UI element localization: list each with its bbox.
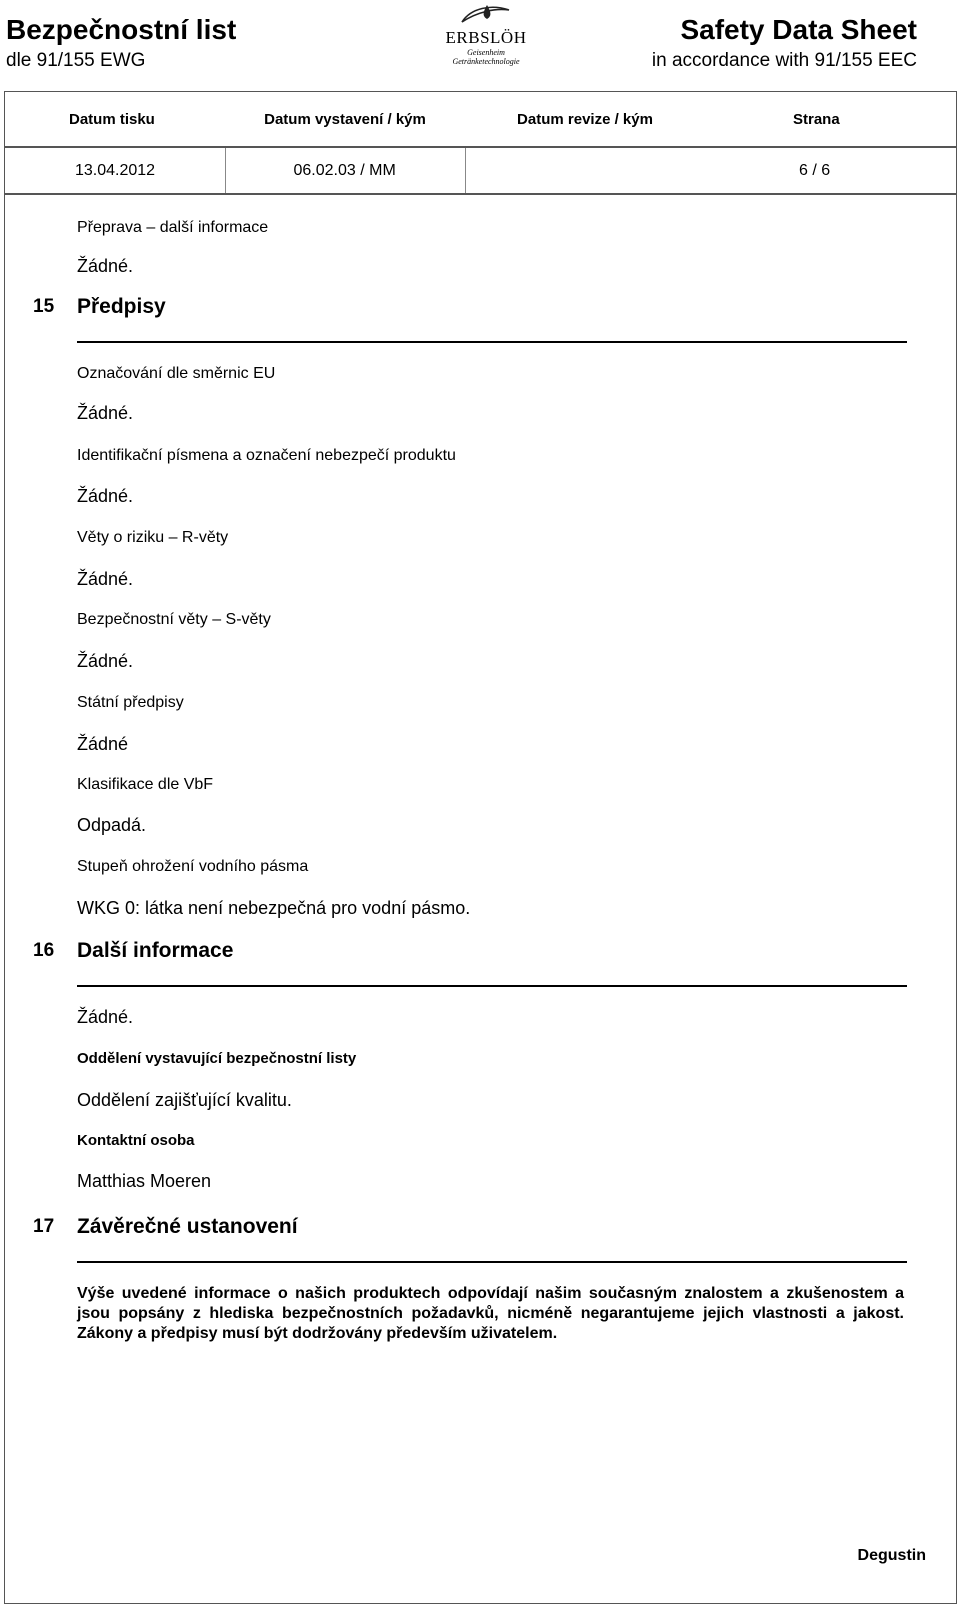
transport-label: Přeprava – další informace [77,219,269,236]
section-17-rule [77,1261,907,1263]
s15-label-s-phrases: Bezpečnostní věty – S-věty [77,611,271,628]
section-16-rule [77,985,907,987]
footer-product-name: Degustin [857,1547,926,1564]
s15-value-vbf: Odpadá. [77,815,147,835]
doc-subtitle-en: in accordance with 91/155 EEC [651,50,917,71]
s16-intro-value: Žádné. [77,1007,134,1027]
doc-title-en: Safety Data Sheet [680,14,917,45]
section-15-rule [77,341,907,343]
s15-value-r-phrases: Žádné. [77,569,134,589]
s15-label-vbf: Klasifikace dle VbF [77,776,214,793]
doc-subtitle-cz: dle 91/155 EWG [6,50,146,71]
info-table-value-row [5,147,956,194]
s15-value-s-phrases: Žádné. [77,651,134,671]
value-issue-date: 06.02.03 / MM [225,147,465,194]
s15-label-hazard-letters: Identifikační písmena a označení nebezpečí produktu [77,447,456,464]
info-table [5,92,956,195]
s15-label-r-phrases: Věty o riziku – R-věty [77,529,229,546]
s15-label-water-hazard: Stupeň ohrožení vodního pásma [77,858,309,875]
header-issue-date: Datum vystavení / kým [225,92,465,147]
value-revision-date [465,147,705,194]
doc-title-cz: Bezpečnostní list [6,14,237,45]
section-16-title: Další informace [77,939,234,962]
s15-label-national: Státní předpisy [77,694,184,711]
s16-label-contact: Kontaktní osoba [77,1132,195,1149]
logo-city: Geisenheim [467,48,505,57]
drop-leaf-logo-icon [459,2,513,28]
s15-value-hazard-letters: Žádné. [77,486,134,506]
value-print-date: 13.04.2012 [5,147,225,194]
section-15-title: Předpisy [77,295,166,318]
logo-name: ERBSLÖH [445,28,527,47]
company-logo [436,2,536,72]
info-table-header-row [5,92,956,147]
section-15-number: 15 [33,296,55,317]
s17-paragraph: Výše uvedené informace o našich produktech odpovídají našim současným znalostem a zkušenostem a jsou popsány z hlediska bezpečnostních požadavků, nicméně negarantujeme jejich vlastnosti a jakost. Zákony a předpisy musí být dodržovány především uživatelem. [77,1285,904,1342]
logo-tagline: Getränketechnologie [452,57,520,66]
header-page: Strana [705,92,956,147]
section-17-title: Závěrečné ustanovení [77,1215,298,1238]
header-revision-date: Datum revize / kým [465,92,705,147]
s15-value-national: Žádné [77,734,129,754]
s15-value-water-hazard: WKG 0: látka není nebezpečná pro vodní pásmo. [77,898,471,918]
page-header [0,0,960,88]
s15-value-eu-marking: Žádné. [77,403,134,423]
transport-value: Žádné. [77,256,134,276]
s16-value-contact: Matthias Moeren [77,1171,212,1191]
s16-value-issuing-dept: Oddělení zajišťující kvalitu. [77,1090,292,1110]
s16-label-issuing-dept: Oddělení vystavující bezpečnostní listy [77,1050,357,1067]
section-16-number: 16 [33,940,55,961]
s15-label-eu-marking: Označování dle směrnic EU [77,365,276,382]
value-page: 6 / 6 [705,147,956,194]
section-17-number: 17 [33,1216,55,1237]
header-print-date: Datum tisku [5,92,225,147]
